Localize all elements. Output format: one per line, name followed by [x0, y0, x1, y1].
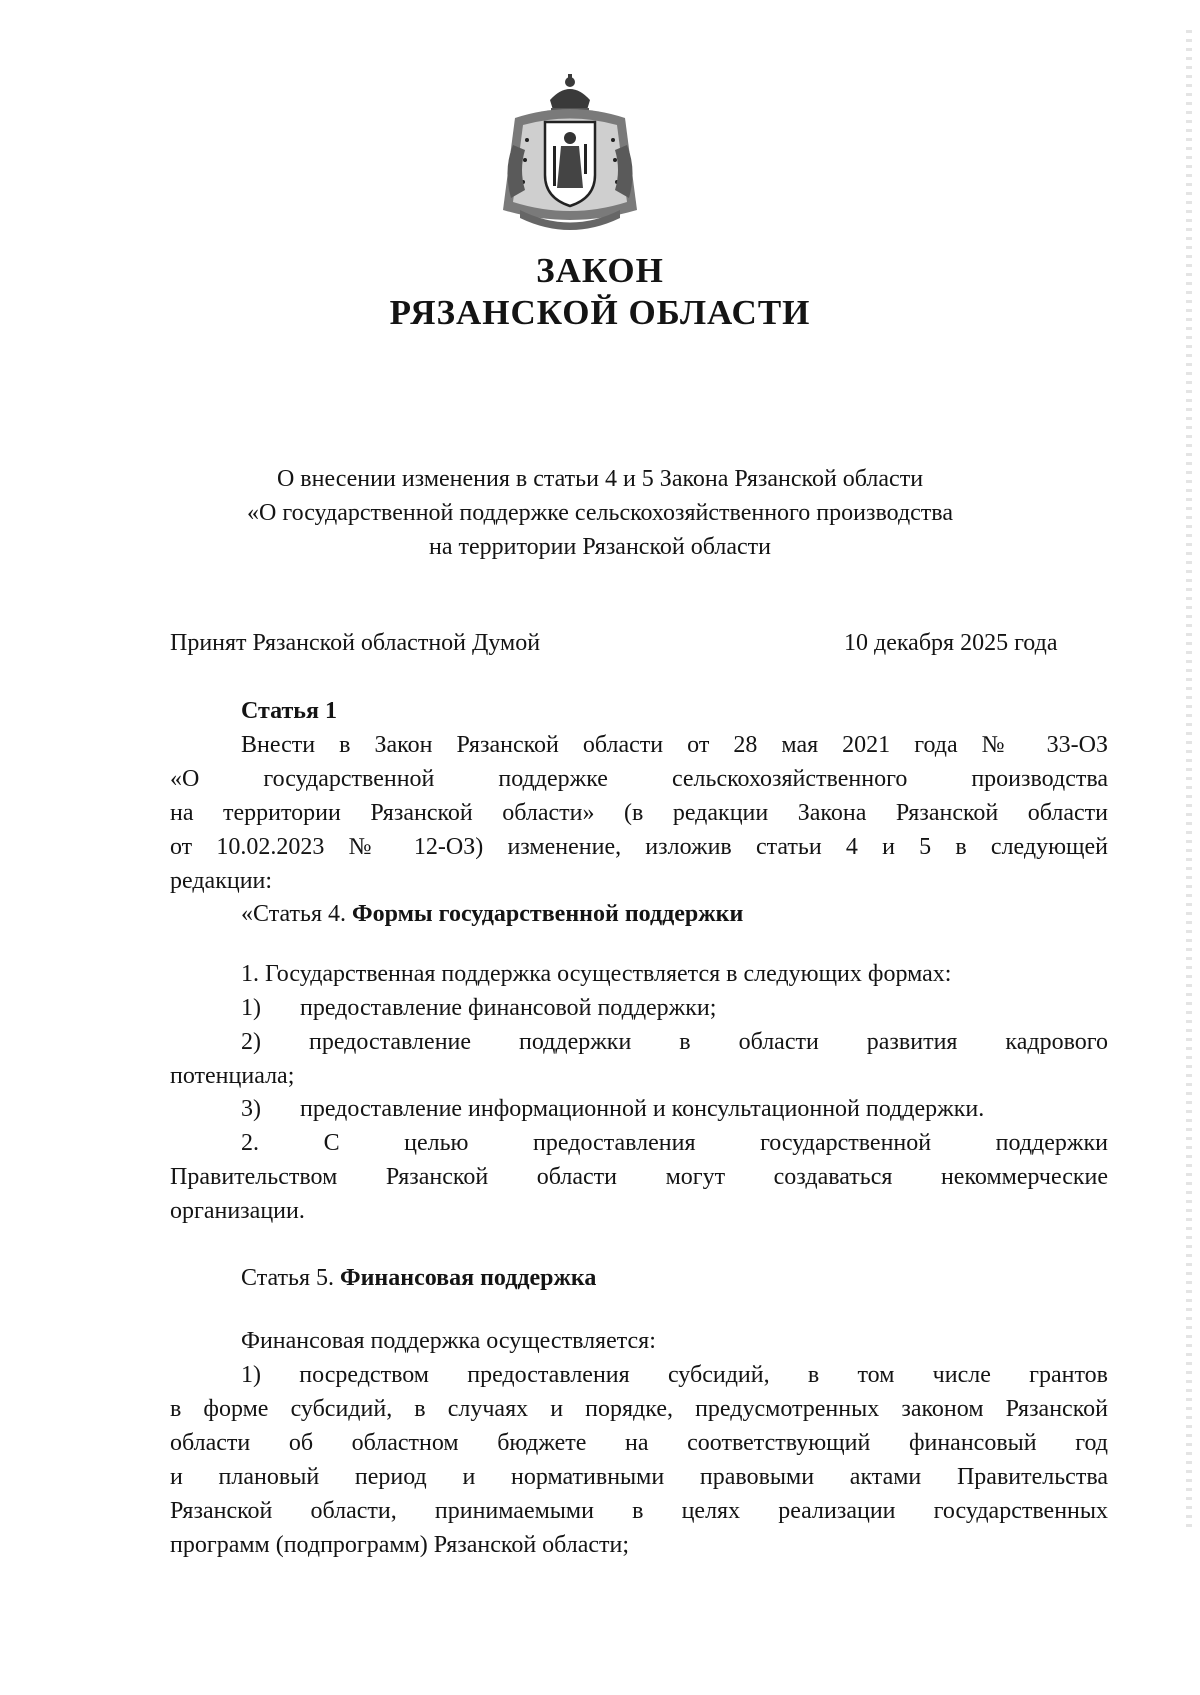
list-item-number: 1)	[241, 1362, 261, 1388]
article-5-intro: Финансовая поддержка осуществляется:	[241, 1328, 656, 1354]
article-1-heading: Статья 1	[241, 698, 337, 724]
article-5-item-line: в форме субсидий, в случаях и порядке, предусмотренных законом Рязанской	[170, 1396, 1108, 1422]
article-4-paragraph-2-line: организации.	[170, 1198, 305, 1224]
article-1-line: на территории Рязанской области» (в редакции Закона Рязанской области	[170, 800, 1108, 826]
law-title: ЗАКОН	[536, 251, 664, 290]
article-4-paragraph-1: 1. Государственная поддержка осуществляется в следующих формах:	[241, 961, 952, 987]
article-5-item-line: Рязанской области, принимаемыми в целях реализации государственных	[170, 1498, 1108, 1524]
list-item-continuation: потенциала;	[170, 1063, 295, 1089]
article-4-title: Формы государственной поддержки	[351, 901, 744, 927]
adopted-by: Принят Рязанской областной Думой	[170, 630, 541, 656]
list-item-text: предоставление информационной и консультационной поддержки.	[300, 1096, 985, 1122]
article-5-title: Финансовая поддержка	[339, 1265, 597, 1291]
law-region-title: РЯЗАНСКОЙ ОБЛАСТИ	[389, 293, 811, 332]
subject-line: на территории Рязанской области	[429, 534, 771, 560]
article-4-paragraph-2-line: Правительством Рязанской области могут создаваться некоммерческие	[170, 1164, 1108, 1190]
list-item-text: посредством предоставления субсидий, в том числе грантов	[299, 1362, 1108, 1388]
list-item	[241, 1026, 1108, 1058]
subject-line: «О государственной поддержке сельскохозяйственного производства	[247, 500, 953, 526]
list-item-number: 1)	[241, 995, 261, 1021]
list-item	[241, 1093, 984, 1125]
article-5-item-line: и плановый период и нормативными правовыми актами Правительства	[170, 1464, 1108, 1490]
article-5-heading	[241, 1262, 596, 1294]
subject-line: О внесении изменения в статьи 4 и 5 Закона Рязанской области	[276, 466, 924, 492]
article-5-item-line: области об областном бюджете на соответствующий финансовый год	[170, 1430, 1108, 1456]
list-item-text: предоставление финансовой поддержки;	[300, 995, 717, 1021]
article-1-line: от 10.02.2023 № 12-ОЗ) изменение, изложив статьи 4 и 5 в следующей	[170, 834, 1108, 860]
article-5-item-line: программ (подпрограмм) Рязанской области;	[170, 1532, 630, 1558]
article-5-prefix: Статья 5.	[241, 1265, 334, 1291]
article-1-line: Внести в Закон Рязанской области от 28 мая 2021 года № 33-ОЗ	[241, 732, 1108, 758]
list-item	[241, 992, 716, 1024]
article-1-line: «О государственной поддержке сельскохозяйственного производства	[170, 766, 1108, 792]
list-item-number: 2)	[241, 1029, 261, 1055]
list-item-text: предоставление поддержки в области развития кадрового	[308, 1029, 1108, 1055]
coat-of-arms-emblem	[495, 70, 645, 238]
article-5-item-line	[241, 1359, 1108, 1391]
article-4-paragraph-2-line: 2. С целью предоставления государственной поддержки	[241, 1130, 1108, 1156]
list-item-number: 3)	[241, 1096, 261, 1122]
article-4-prefix: «Статья 4.	[241, 901, 346, 927]
article-4-heading	[241, 898, 743, 930]
adoption-date: 10 декабря 2025 года	[844, 630, 1058, 656]
article-1-line: редакции:	[170, 868, 273, 894]
law-subject	[200, 462, 1000, 564]
